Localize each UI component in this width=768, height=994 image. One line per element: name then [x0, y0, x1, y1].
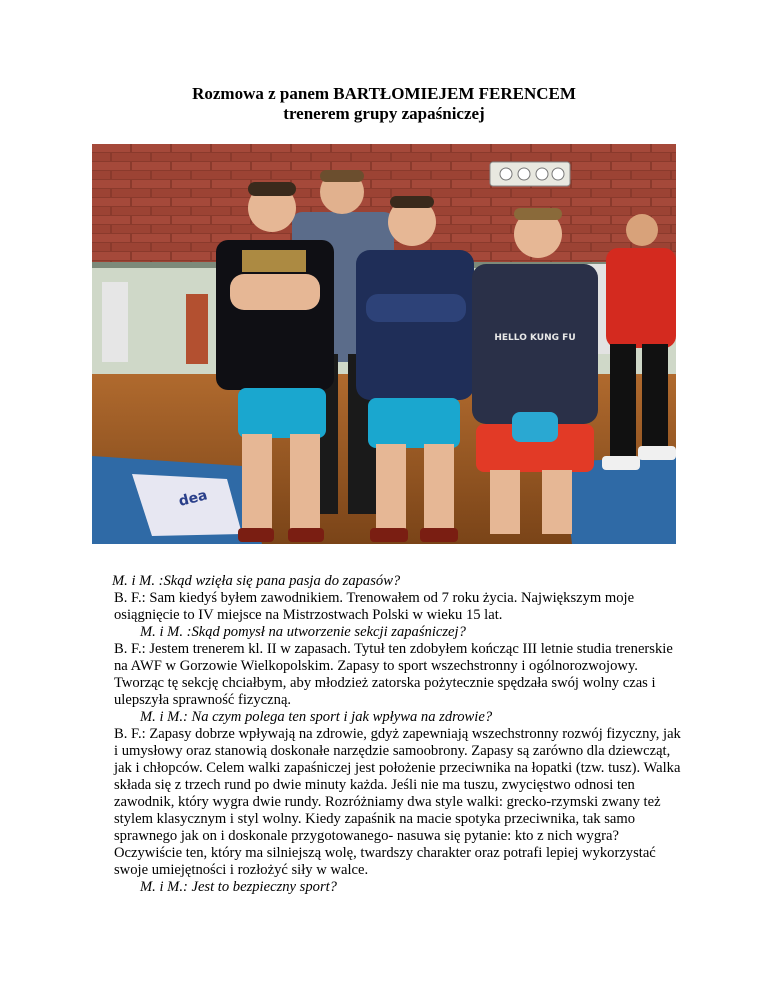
team-photo — [92, 144, 676, 544]
title-line-2: trenerem grupy zapaśniczej — [283, 104, 485, 123]
mat-logo-text: dea — [177, 487, 210, 510]
answer-2: B. F.: Jestem trenerem kl. II w zapasach. Tytuł ten zdobyłem kończąc III letnie studia trenerskie na AWF w Gorzowie Wielkopolskim. Zapasy to sport wszechstronny i ogólnorozwojowy. Tworząc tę sekcję chciałbym, aby młodzież zatorska pożytecznie spędzała swój wolny czas i ulepszyła sprawność fizyczną. — [114, 641, 673, 708]
title-line-1: Rozmowa z panem BARTŁOMIEJEM FERENCEM — [192, 84, 576, 103]
question-1: M. i M. :Skąd wzięła się pana pasja do zapasów? — [112, 573, 401, 589]
question-2: M. i M. :Skąd pomysł na utworzenie sekcji zapaśniczej? — [140, 624, 466, 640]
team-photo-illustration — [92, 144, 676, 544]
interview-text — [114, 573, 684, 896]
answer-1: B. F.: Sam kiedyś byłem zawodnikiem. Trenowałem od 7 roku życia. Największym moje osiągnięcie to IV miejsce na Mistrzostwach Polski w wieku 15 lat. — [114, 590, 635, 623]
document-title — [0, 84, 768, 124]
question-3: M. i M.: Na czym polega ten sport i jak wpływa na zdrowie? — [140, 709, 493, 725]
shirt-print-text: HELLO KUNG FU — [494, 333, 576, 343]
question-4: M. i M.: Jest to bezpieczny sport? — [140, 879, 337, 895]
answer-3: B. F.: Zapasy dobrze wpływają na zdrowie, gdyż zapewniają wszechstronny rozwój fizyczny, jak i umysłowy oraz stanowią doskonałe narzędzie samoobrony. Zapasy są zarówno dla dziewcząt, jak i chłopców. Celem walki zapaśniczej jest położenie przeciwnika na łopatki (tzw. tusz). Walka składa się z trzech rund po dwie minuty każda. Jeśli nie ma tuszu, zwycięstwo odnosi ten zawodnik, który wygra dwie rundy. Rozróżniamy dwa style walki: grecko-rzymski zwany też stylem klasycznym i styl wolny. Kiedy zapaśnik na macie spotyka przeciwnika, tak samo sprawnego jak on i doskonale przygotowanego- nasuwa się pytanie: kto z nich wygra? Oczywiście ten, który ma silniejszą wolę, twardszy charakter oraz potrafi lepiej wykorzystać swoje umiejętności i rozłożyć siły w walce. — [114, 726, 681, 878]
